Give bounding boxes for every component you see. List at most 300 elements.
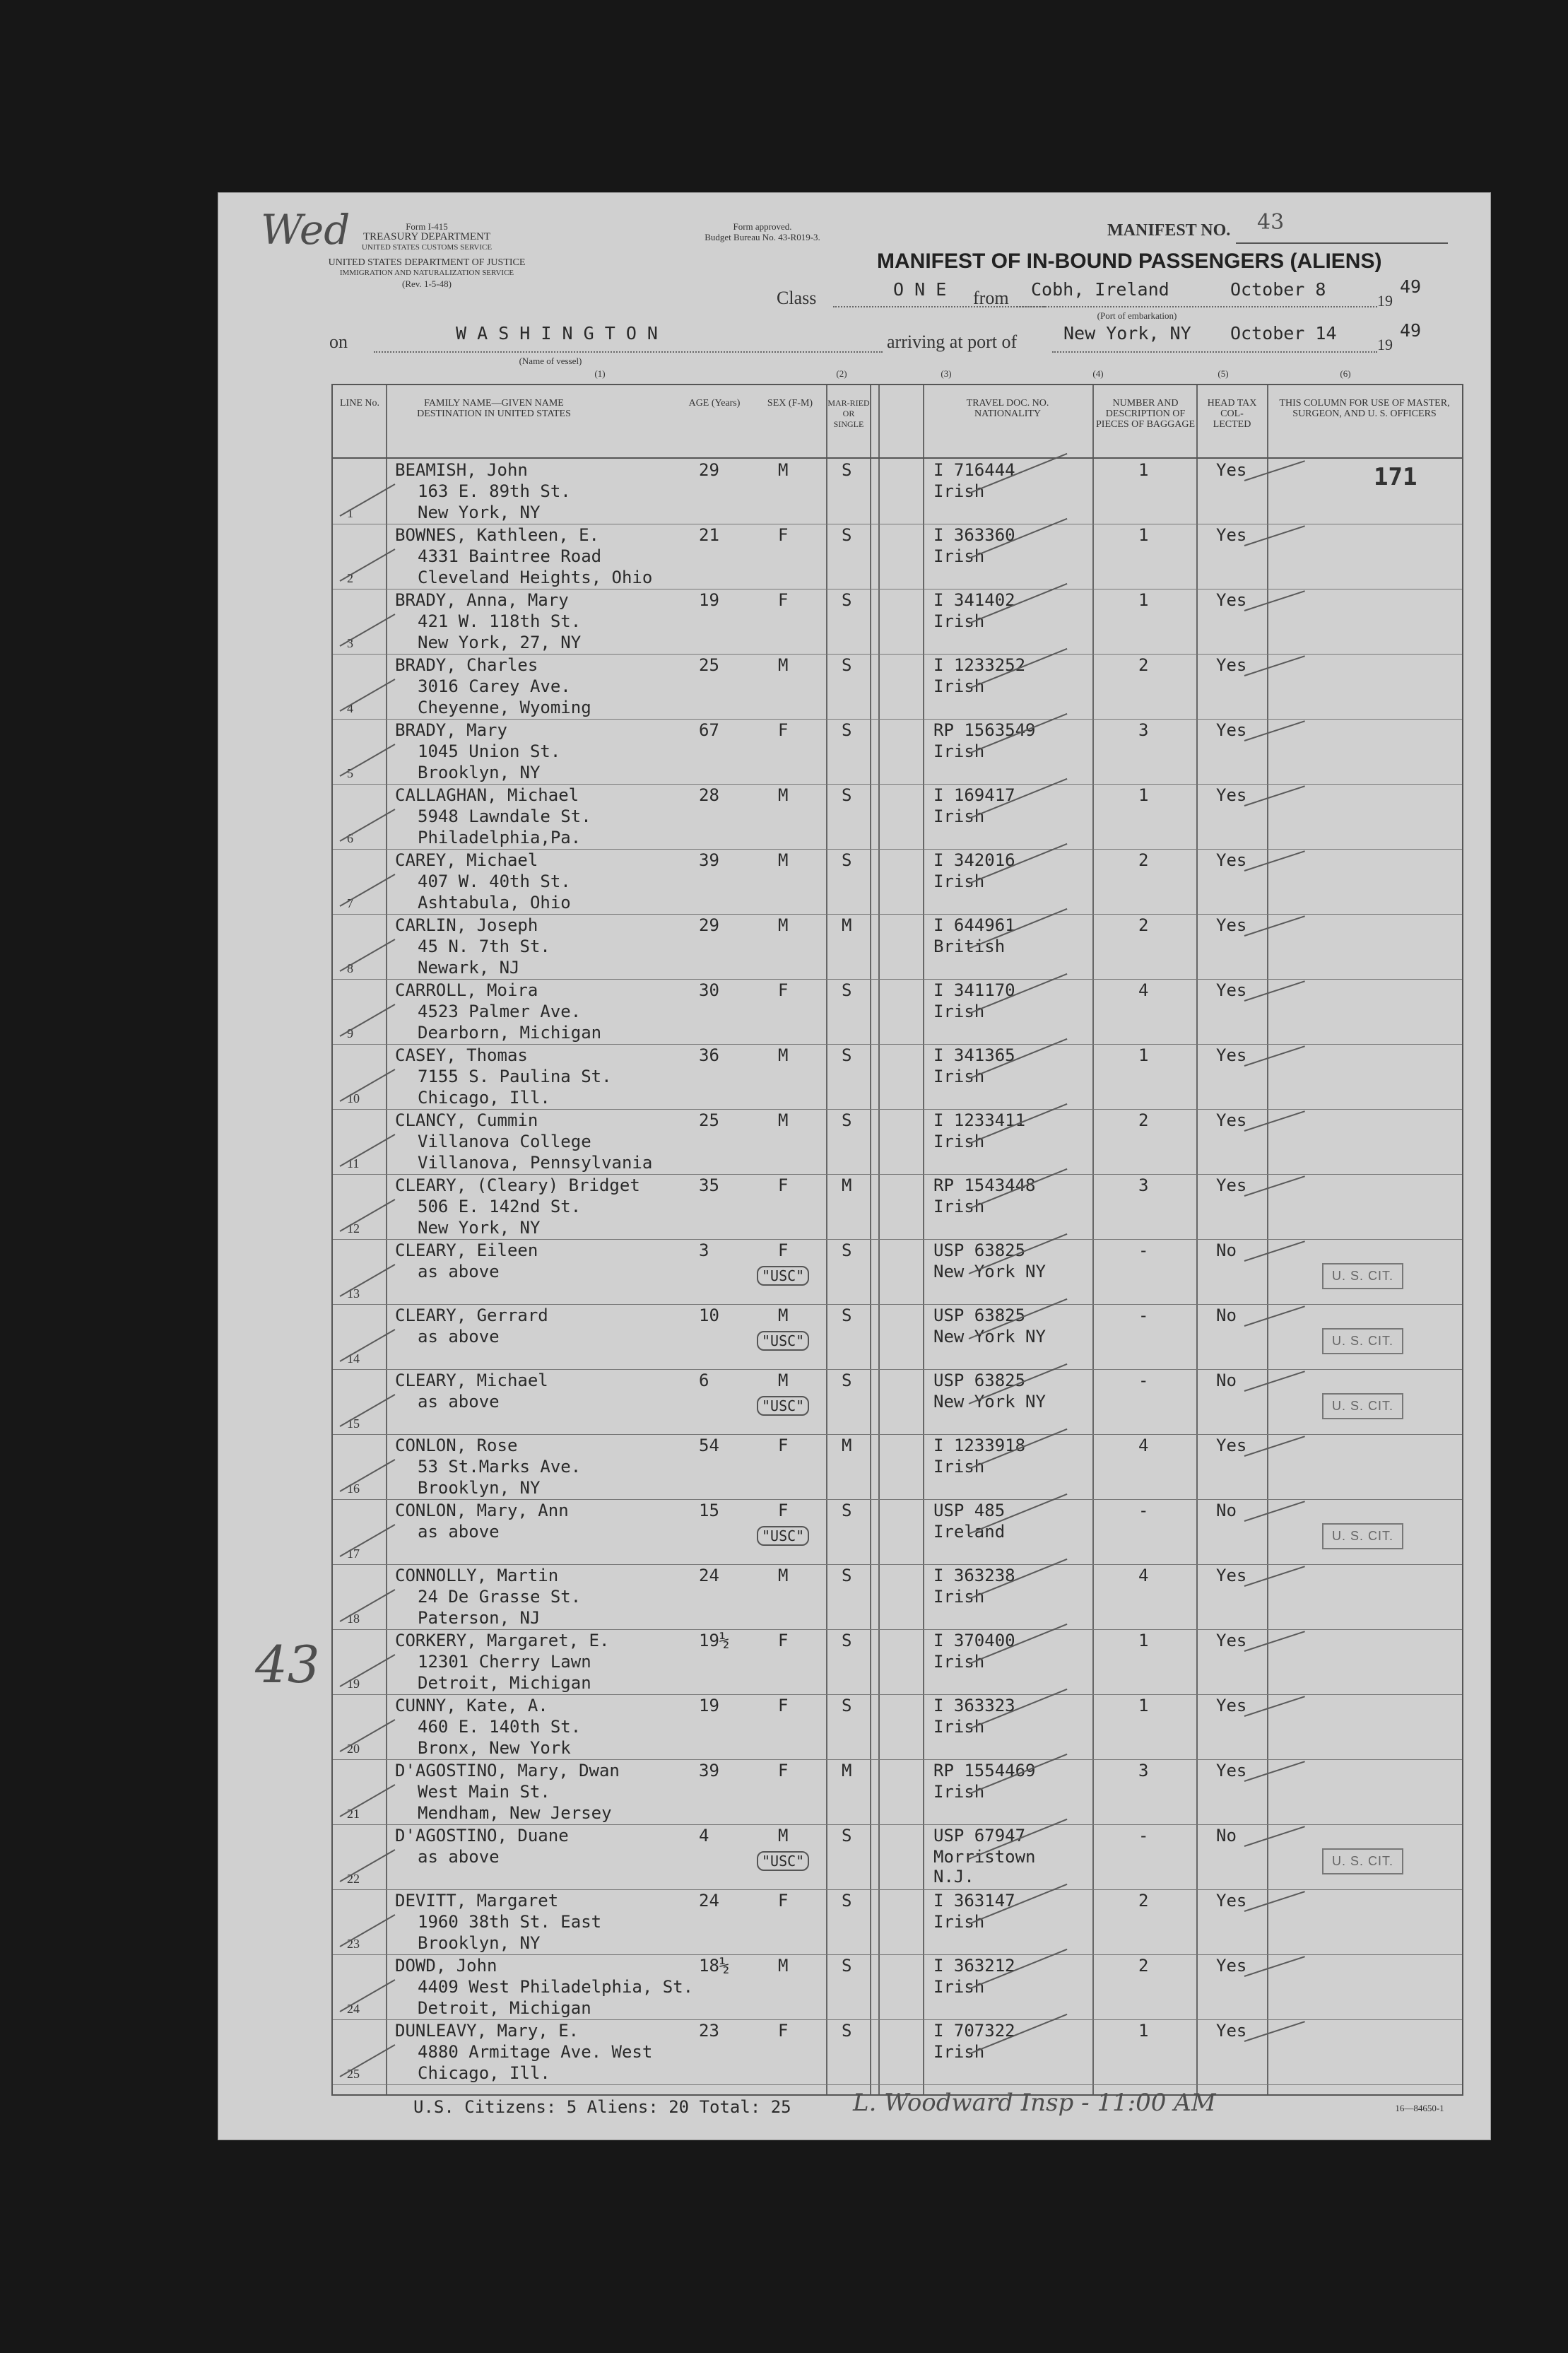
head-tax: No bbox=[1216, 1305, 1237, 1325]
line-number: 3 bbox=[347, 636, 353, 650]
age-value: 36 bbox=[699, 1045, 719, 1065]
sex-value: F bbox=[778, 1891, 789, 1911]
baggage-count: - bbox=[1138, 1240, 1149, 1260]
dept-justice: UNITED STATES DEPARTMENT OF JUSTICE bbox=[328, 257, 526, 268]
baggage-count: 3 bbox=[1138, 1175, 1149, 1195]
age-value: 25 bbox=[699, 1110, 719, 1130]
line-number: 7 bbox=[347, 896, 353, 910]
line-number: 5 bbox=[347, 766, 353, 780]
marital-status: S bbox=[842, 1305, 852, 1325]
line-number: 8 bbox=[347, 961, 353, 975]
pen-diagonal-mark bbox=[340, 939, 396, 972]
nationality: Irish bbox=[933, 1717, 985, 1737]
table-header bbox=[333, 385, 1462, 459]
vessel-label: (Name of vessel) bbox=[519, 356, 582, 366]
usc-mark: "USC" bbox=[757, 1526, 809, 1546]
col-num-2: (2) bbox=[836, 368, 847, 379]
marital-status: S bbox=[842, 1891, 852, 1911]
pen-diagonal-mark bbox=[340, 874, 396, 907]
form-number: Form I-415 bbox=[406, 221, 448, 232]
usc-mark: "USC" bbox=[757, 1851, 809, 1871]
dept-treasury: TREASURY DEPARTMENT bbox=[362, 231, 491, 242]
travel-doc-number: I 169417 bbox=[933, 785, 1015, 805]
travel-doc-number: USP 63825 bbox=[933, 1240, 1026, 1260]
nationality: Irish bbox=[933, 1587, 985, 1607]
line-number: 12 bbox=[347, 1221, 360, 1236]
baggage-count: 3 bbox=[1138, 720, 1149, 740]
pen-diagonal-mark bbox=[340, 1914, 396, 1947]
from-port: Cobh, Ireland bbox=[1031, 279, 1169, 300]
head-tax: Yes bbox=[1216, 655, 1247, 675]
passenger-name: CONLON, Mary, Ann bbox=[395, 1501, 569, 1520]
class-value: O N E bbox=[893, 279, 947, 300]
dept-treasury-sub: UNITED STATES CUSTOMS SERVICE bbox=[361, 243, 493, 252]
pen-diagonal-mark bbox=[340, 1524, 396, 1557]
head-tax: No bbox=[1216, 1371, 1237, 1390]
pen-check-mark bbox=[1244, 1045, 1305, 1067]
address-line-2: Brooklyn, NY bbox=[418, 1478, 541, 1498]
table-row bbox=[333, 1759, 1462, 1825]
passenger-name: DOWD, John bbox=[395, 1956, 497, 1976]
pen-check-mark bbox=[1244, 785, 1305, 806]
pen-check-mark bbox=[1244, 1891, 1305, 1912]
header-head-tax: HEAD TAX COL-LECTED bbox=[1207, 398, 1257, 430]
head-tax: No bbox=[1216, 1240, 1237, 1260]
passenger-name: CUNNY, Kate, A. bbox=[395, 1696, 548, 1715]
line-number: 18 bbox=[347, 1612, 360, 1626]
address-line-1: 407 W. 40th St. bbox=[418, 872, 571, 891]
passenger-name: BRADY, Mary bbox=[395, 720, 507, 740]
pen-check-mark bbox=[1244, 1501, 1305, 1522]
sex-value: F bbox=[778, 720, 789, 740]
address-line-2: Bronx, New York bbox=[418, 1738, 571, 1758]
sex-value: F bbox=[778, 1175, 789, 1195]
header-sex: SEX (F-M) bbox=[767, 398, 813, 409]
travel-doc-number: I 341170 bbox=[933, 980, 1015, 1000]
address-line-2: New York, NY bbox=[418, 503, 541, 522]
pen-diagonal-mark bbox=[340, 679, 396, 712]
nationality: Irish bbox=[933, 1457, 985, 1477]
year-2: 49 bbox=[1400, 320, 1422, 341]
nationality: Irish bbox=[933, 1912, 985, 1932]
header-line-no: LINE No. bbox=[340, 398, 379, 409]
nationality: Irish bbox=[933, 546, 985, 566]
table-row bbox=[333, 849, 1462, 915]
age-value: 67 bbox=[699, 720, 719, 740]
manifest-page bbox=[218, 192, 1491, 2140]
header-officers: THIS COLUMN FOR USE OF MASTER, SURGEON, AND U. S. OFFICERS bbox=[1279, 398, 1450, 419]
table-row bbox=[333, 1174, 1462, 1240]
age-value: 19 bbox=[699, 590, 719, 610]
line-number: 6 bbox=[347, 831, 353, 845]
travel-doc-number: I 1233411 bbox=[933, 1110, 1026, 1130]
us-citizen-stamp: U. S. CIT. bbox=[1322, 1393, 1403, 1419]
baggage-count: 1 bbox=[1138, 1045, 1149, 1065]
head-tax: Yes bbox=[1216, 980, 1247, 1000]
line-number: 2 bbox=[347, 571, 353, 585]
nationality: Irish bbox=[933, 1197, 985, 1216]
table-row bbox=[333, 979, 1462, 1045]
passenger-name: BRADY, Charles bbox=[395, 655, 538, 675]
travel-doc-number: I 363360 bbox=[933, 525, 1015, 545]
port-embarkation-label: (Port of embarkation) bbox=[1097, 310, 1177, 321]
pen-diagonal-mark bbox=[340, 1459, 396, 1492]
marital-status: M bbox=[842, 1175, 852, 1195]
nationality: New York NY bbox=[933, 1262, 1046, 1281]
passenger-name: CASEY, Thomas bbox=[395, 1045, 528, 1065]
pen-check-mark bbox=[1244, 1956, 1305, 1977]
nationality: New York NY bbox=[933, 1392, 1046, 1412]
travel-doc-number: I 370400 bbox=[933, 1631, 1015, 1650]
travel-doc-number: I 716444 bbox=[933, 460, 1015, 480]
sex-value: F bbox=[778, 2021, 789, 2041]
pen-check-mark bbox=[1244, 1175, 1305, 1197]
table-row bbox=[333, 589, 1462, 655]
passenger-name: CARROLL, Moira bbox=[395, 980, 538, 1000]
age-value: 19½ bbox=[699, 1631, 730, 1650]
nationality: Irish bbox=[933, 676, 985, 696]
head-tax: Yes bbox=[1216, 1175, 1247, 1195]
marital-status: S bbox=[842, 1371, 852, 1390]
marital-status: S bbox=[842, 525, 852, 545]
baggage-count: 1 bbox=[1138, 460, 1149, 480]
table-row bbox=[333, 1044, 1462, 1110]
age-value: 23 bbox=[699, 2021, 719, 2041]
officer-number-stamp: 171 bbox=[1374, 463, 1417, 491]
table-row bbox=[333, 1434, 1462, 1500]
sex-value: F bbox=[778, 525, 789, 545]
pen-diagonal-mark bbox=[340, 744, 396, 777]
baggage-count: 2 bbox=[1138, 1891, 1149, 1911]
nationality: Irish bbox=[933, 481, 985, 501]
margin-note-top: Wed bbox=[261, 206, 350, 254]
travel-doc-number: USP 63825 bbox=[933, 1371, 1026, 1390]
pen-check-mark bbox=[1244, 1631, 1305, 1652]
passenger-name: CLEARY, Michael bbox=[395, 1371, 548, 1390]
pen-check-mark bbox=[1244, 1110, 1305, 1132]
marital-status: M bbox=[842, 915, 852, 935]
pen-check-mark bbox=[1244, 1436, 1305, 1457]
address-line-2: Chicago, Ill. bbox=[418, 2063, 550, 2083]
line-number: 4 bbox=[347, 701, 353, 715]
pen-check-mark bbox=[1244, 720, 1305, 741]
travel-doc-number: USP 485 bbox=[933, 1501, 1006, 1520]
travel-doc-number: RP 1554469 bbox=[933, 1761, 1036, 1780]
sex-value: M bbox=[778, 460, 789, 480]
address-line-1: 24 De Grasse St. bbox=[418, 1587, 582, 1607]
arriving-port: New York, NY bbox=[1063, 323, 1191, 344]
pen-diagonal-mark bbox=[340, 1134, 396, 1167]
travel-doc-number: I 363323 bbox=[933, 1696, 1015, 1715]
marital-status: S bbox=[842, 1956, 852, 1976]
marital-status: S bbox=[842, 1110, 852, 1130]
line-number: 23 bbox=[347, 1937, 360, 1951]
age-value: 6 bbox=[699, 1371, 709, 1390]
line-number: 25 bbox=[347, 2067, 360, 2081]
marital-status: M bbox=[842, 1761, 852, 1780]
head-tax: Yes bbox=[1216, 2021, 1247, 2041]
us-citizen-stamp: U. S. CIT. bbox=[1322, 1263, 1403, 1289]
manifest-title: MANIFEST OF IN-BOUND PASSENGERS (ALIENS) bbox=[877, 250, 1382, 273]
head-tax: Yes bbox=[1216, 1566, 1247, 1585]
pen-diagonal-mark bbox=[340, 1784, 396, 1817]
address-line-2: Chicago, Ill. bbox=[418, 1088, 550, 1108]
address-line-2: Dearborn, Michigan bbox=[418, 1023, 602, 1043]
pen-diagonal-mark bbox=[340, 1719, 396, 1752]
address-line-1: 4331 Baintree Road bbox=[418, 546, 602, 566]
table-row bbox=[333, 654, 1462, 720]
baggage-count: 2 bbox=[1138, 1110, 1149, 1130]
baggage-count: 2 bbox=[1138, 915, 1149, 935]
passenger-name: CAREY, Michael bbox=[395, 850, 538, 870]
table-row bbox=[333, 719, 1462, 785]
table-row bbox=[333, 1369, 1462, 1435]
address-line-1: 3016 Carey Ave. bbox=[418, 676, 571, 696]
sex-value: M bbox=[778, 915, 789, 935]
age-value: 18½ bbox=[699, 1956, 730, 1976]
baggage-count: - bbox=[1138, 1501, 1149, 1520]
address-line-2: Paterson, NJ bbox=[418, 1608, 541, 1628]
sex-value: M bbox=[778, 1826, 789, 1846]
address-line-2: Villanova, Pennsylvania bbox=[418, 1153, 653, 1173]
on-label: on bbox=[329, 331, 348, 352]
vessel-name: W A S H I N G T O N bbox=[456, 323, 658, 344]
nationality: Ireland bbox=[933, 1522, 1006, 1542]
line-number: 17 bbox=[347, 1547, 360, 1561]
address-line-2: New York, NY bbox=[418, 1218, 541, 1238]
from-label: from bbox=[973, 288, 1009, 308]
col-num-1: (1) bbox=[594, 368, 606, 379]
passenger-name: D'AGOSTINO, Duane bbox=[395, 1826, 569, 1846]
baggage-count: 2 bbox=[1138, 1956, 1149, 1976]
pen-check-mark bbox=[1244, 1696, 1305, 1717]
header-travel-doc: TRAVEL DOC. NO. NATIONALITY bbox=[966, 398, 1049, 419]
baggage-count: - bbox=[1138, 1826, 1149, 1846]
sex-value: F bbox=[778, 590, 789, 610]
pen-diagonal-mark bbox=[340, 1199, 396, 1232]
head-tax: Yes bbox=[1216, 1891, 1247, 1911]
passenger-name: CLEARY, Eileen bbox=[395, 1240, 538, 1260]
manifest-number-line bbox=[1236, 242, 1448, 244]
nationality: New York NY bbox=[933, 1327, 1046, 1346]
sex-value: F bbox=[778, 1696, 789, 1715]
address-line-2: Cheyenne, Wyoming bbox=[418, 698, 591, 717]
line-number: 24 bbox=[347, 2002, 360, 2016]
from-date: October 8 bbox=[1230, 279, 1326, 300]
address-line-1: as above bbox=[418, 1392, 500, 1412]
manifest-number-label: MANIFEST NO. bbox=[1107, 221, 1231, 240]
usc-mark: "USC" bbox=[757, 1331, 809, 1351]
age-value: 21 bbox=[699, 525, 719, 545]
passenger-name: BRADY, Anna, Mary bbox=[395, 590, 569, 610]
table-row bbox=[333, 1694, 1462, 1760]
passenger-name: CLEARY, (Cleary) Bridget bbox=[395, 1175, 640, 1195]
address-line-2: Mendham, New Jersey bbox=[418, 1803, 612, 1823]
year-1: 49 bbox=[1400, 276, 1422, 297]
age-value: 30 bbox=[699, 980, 719, 1000]
head-tax: Yes bbox=[1216, 850, 1247, 870]
age-value: 15 bbox=[699, 1501, 719, 1520]
address-line-1: as above bbox=[418, 1522, 500, 1542]
passenger-name: CONNOLLY, Martin bbox=[395, 1566, 559, 1585]
address-line-2: Brooklyn, NY bbox=[418, 1933, 541, 1953]
travel-doc-number: I 341365 bbox=[933, 1045, 1015, 1065]
table-row bbox=[333, 784, 1462, 850]
sex-value: F bbox=[778, 1436, 789, 1455]
nationality: Irish bbox=[933, 1782, 985, 1802]
line-number: 11 bbox=[347, 1156, 360, 1170]
line-number: 21 bbox=[347, 1807, 360, 1821]
baggage-count: 1 bbox=[1138, 785, 1149, 805]
marital-status: S bbox=[842, 590, 852, 610]
head-tax: Yes bbox=[1216, 720, 1247, 740]
sex-value: M bbox=[778, 1110, 789, 1130]
passenger-name: D'AGOSTINO, Mary, Dwan bbox=[395, 1761, 620, 1780]
age-value: 35 bbox=[699, 1175, 719, 1195]
passenger-table bbox=[331, 384, 1463, 2096]
marital-status: S bbox=[842, 720, 852, 740]
address-line-2: Cleveland Heights, Ohio bbox=[418, 568, 653, 587]
pen-check-mark bbox=[1244, 850, 1305, 872]
travel-doc-number: RP 1543448 bbox=[933, 1175, 1036, 1195]
line-number: 22 bbox=[347, 1872, 360, 1886]
margin-note-page: 43 bbox=[255, 1635, 320, 1694]
age-value: 10 bbox=[699, 1305, 719, 1325]
form-header-left bbox=[324, 221, 529, 289]
address-line-1: West Main St. bbox=[418, 1782, 550, 1802]
address-line-1: 4409 West Philadelphia, St. bbox=[418, 1977, 694, 1997]
address-line-1: Villanova College bbox=[418, 1132, 591, 1151]
age-value: 29 bbox=[699, 915, 719, 935]
sex-value: M bbox=[778, 1956, 789, 1976]
pen-check-mark bbox=[1244, 460, 1305, 481]
class-line bbox=[833, 306, 1045, 307]
line-number: 14 bbox=[347, 1351, 360, 1366]
vessel-line bbox=[374, 351, 883, 353]
head-tax: Yes bbox=[1216, 1436, 1247, 1455]
pen-diagonal-mark bbox=[340, 614, 396, 647]
marital-status: M bbox=[842, 1436, 852, 1455]
passenger-name: CLEARY, Gerrard bbox=[395, 1305, 548, 1325]
address-line-2: Detroit, Michigan bbox=[418, 1673, 591, 1693]
table-row bbox=[333, 1499, 1462, 1565]
marital-status: S bbox=[842, 1826, 852, 1846]
from-line bbox=[1017, 306, 1377, 307]
travel-doc-number: I 363147 bbox=[933, 1891, 1015, 1911]
baggage-count: 4 bbox=[1138, 980, 1149, 1000]
pen-check-mark bbox=[1244, 1371, 1305, 1392]
baggage-count: - bbox=[1138, 1371, 1149, 1390]
pen-check-mark bbox=[1244, 1240, 1305, 1262]
age-value: 28 bbox=[699, 785, 719, 805]
nationality: Irish bbox=[933, 806, 985, 826]
pen-diagonal-mark bbox=[340, 1329, 396, 1362]
form-approval bbox=[664, 221, 861, 242]
pen-diagonal-mark bbox=[340, 1979, 396, 2012]
sex-value: M bbox=[778, 1045, 789, 1065]
passenger-name: CALLAGHAN, Michael bbox=[395, 785, 579, 805]
age-value: 19 bbox=[699, 1696, 719, 1715]
passenger-name: BOWNES, Kathleen, E. bbox=[395, 525, 599, 545]
pen-check-mark bbox=[1244, 2021, 1305, 2042]
table-row bbox=[333, 914, 1462, 980]
pen-diagonal-mark bbox=[340, 2044, 396, 2077]
table-row bbox=[333, 1304, 1462, 1370]
baggage-count: 1 bbox=[1138, 1631, 1149, 1650]
passenger-name: CLANCY, Cummin bbox=[395, 1110, 538, 1130]
head-tax: Yes bbox=[1216, 1956, 1247, 1976]
totals-line: U.S. Citizens: 5 Aliens: 20 Total: 25 bbox=[413, 2097, 791, 2117]
nationality: Irish bbox=[933, 1002, 985, 1021]
pen-check-mark bbox=[1244, 590, 1305, 611]
year-prefix-2: 19 bbox=[1377, 336, 1393, 353]
address-line-1: as above bbox=[418, 1847, 500, 1867]
sex-value: M bbox=[778, 850, 789, 870]
pen-diagonal-mark bbox=[340, 809, 396, 842]
passenger-name: DEVITT, Margaret bbox=[395, 1891, 559, 1911]
pen-check-mark bbox=[1244, 1305, 1305, 1327]
pen-diagonal-mark bbox=[340, 1004, 396, 1037]
address-line-1: 1045 Union St. bbox=[418, 741, 561, 761]
nationality: Irish bbox=[933, 1067, 985, 1086]
address-line-1: 4523 Palmer Ave. bbox=[418, 1002, 582, 1021]
baggage-count: 1 bbox=[1138, 1696, 1149, 1715]
sex-value: M bbox=[778, 785, 789, 805]
arriving-label: arriving at port of bbox=[887, 331, 1018, 352]
marital-status: S bbox=[842, 2021, 852, 2041]
arriving-date: October 14 bbox=[1230, 323, 1337, 344]
line-number: 15 bbox=[347, 1416, 360, 1431]
marital-status: S bbox=[842, 850, 852, 870]
table-row bbox=[333, 524, 1462, 589]
head-tax: Yes bbox=[1216, 1696, 1247, 1715]
usc-mark: "USC" bbox=[757, 1396, 809, 1416]
table-row bbox=[333, 1564, 1462, 1630]
year-prefix-1: 19 bbox=[1377, 292, 1393, 310]
head-tax: Yes bbox=[1216, 525, 1247, 545]
age-value: 3 bbox=[699, 1240, 709, 1260]
marital-status: S bbox=[842, 1045, 852, 1065]
sex-value: F bbox=[778, 1501, 789, 1520]
us-citizen-stamp: U. S. CIT. bbox=[1322, 1328, 1403, 1354]
usc-mark: "USC" bbox=[757, 1266, 809, 1286]
travel-doc-number: I 363238 bbox=[933, 1566, 1015, 1585]
line-number: 13 bbox=[347, 1286, 360, 1301]
marital-status: S bbox=[842, 1240, 852, 1260]
address-line-1: 5948 Lawndale St. bbox=[418, 806, 591, 826]
us-citizen-stamp: U. S. CIT. bbox=[1322, 1848, 1403, 1874]
travel-doc-number: USP 63825 bbox=[933, 1305, 1026, 1325]
marital-status: S bbox=[842, 980, 852, 1000]
arriving-line bbox=[1052, 351, 1377, 353]
table-row bbox=[333, 1629, 1462, 1695]
marital-status: S bbox=[842, 460, 852, 480]
inspector-signature: L. Woodward Insp - 11:00 AM bbox=[853, 2089, 1216, 2117]
address-line-1: 506 E. 142nd St. bbox=[418, 1197, 582, 1216]
marital-status: S bbox=[842, 655, 852, 675]
pen-diagonal-mark bbox=[340, 483, 396, 517]
pen-check-mark bbox=[1244, 525, 1305, 546]
nationality: British bbox=[933, 937, 1006, 956]
sex-value: M bbox=[778, 655, 789, 675]
head-tax: Yes bbox=[1216, 460, 1247, 480]
form-revision: (Rev. 1-5-48) bbox=[402, 278, 452, 289]
age-value: 25 bbox=[699, 655, 719, 675]
address-line-1: 45 N. 7th St. bbox=[418, 937, 550, 956]
head-tax: Yes bbox=[1216, 1761, 1247, 1780]
sex-value: F bbox=[778, 1761, 789, 1780]
sex-value: M bbox=[778, 1371, 789, 1390]
